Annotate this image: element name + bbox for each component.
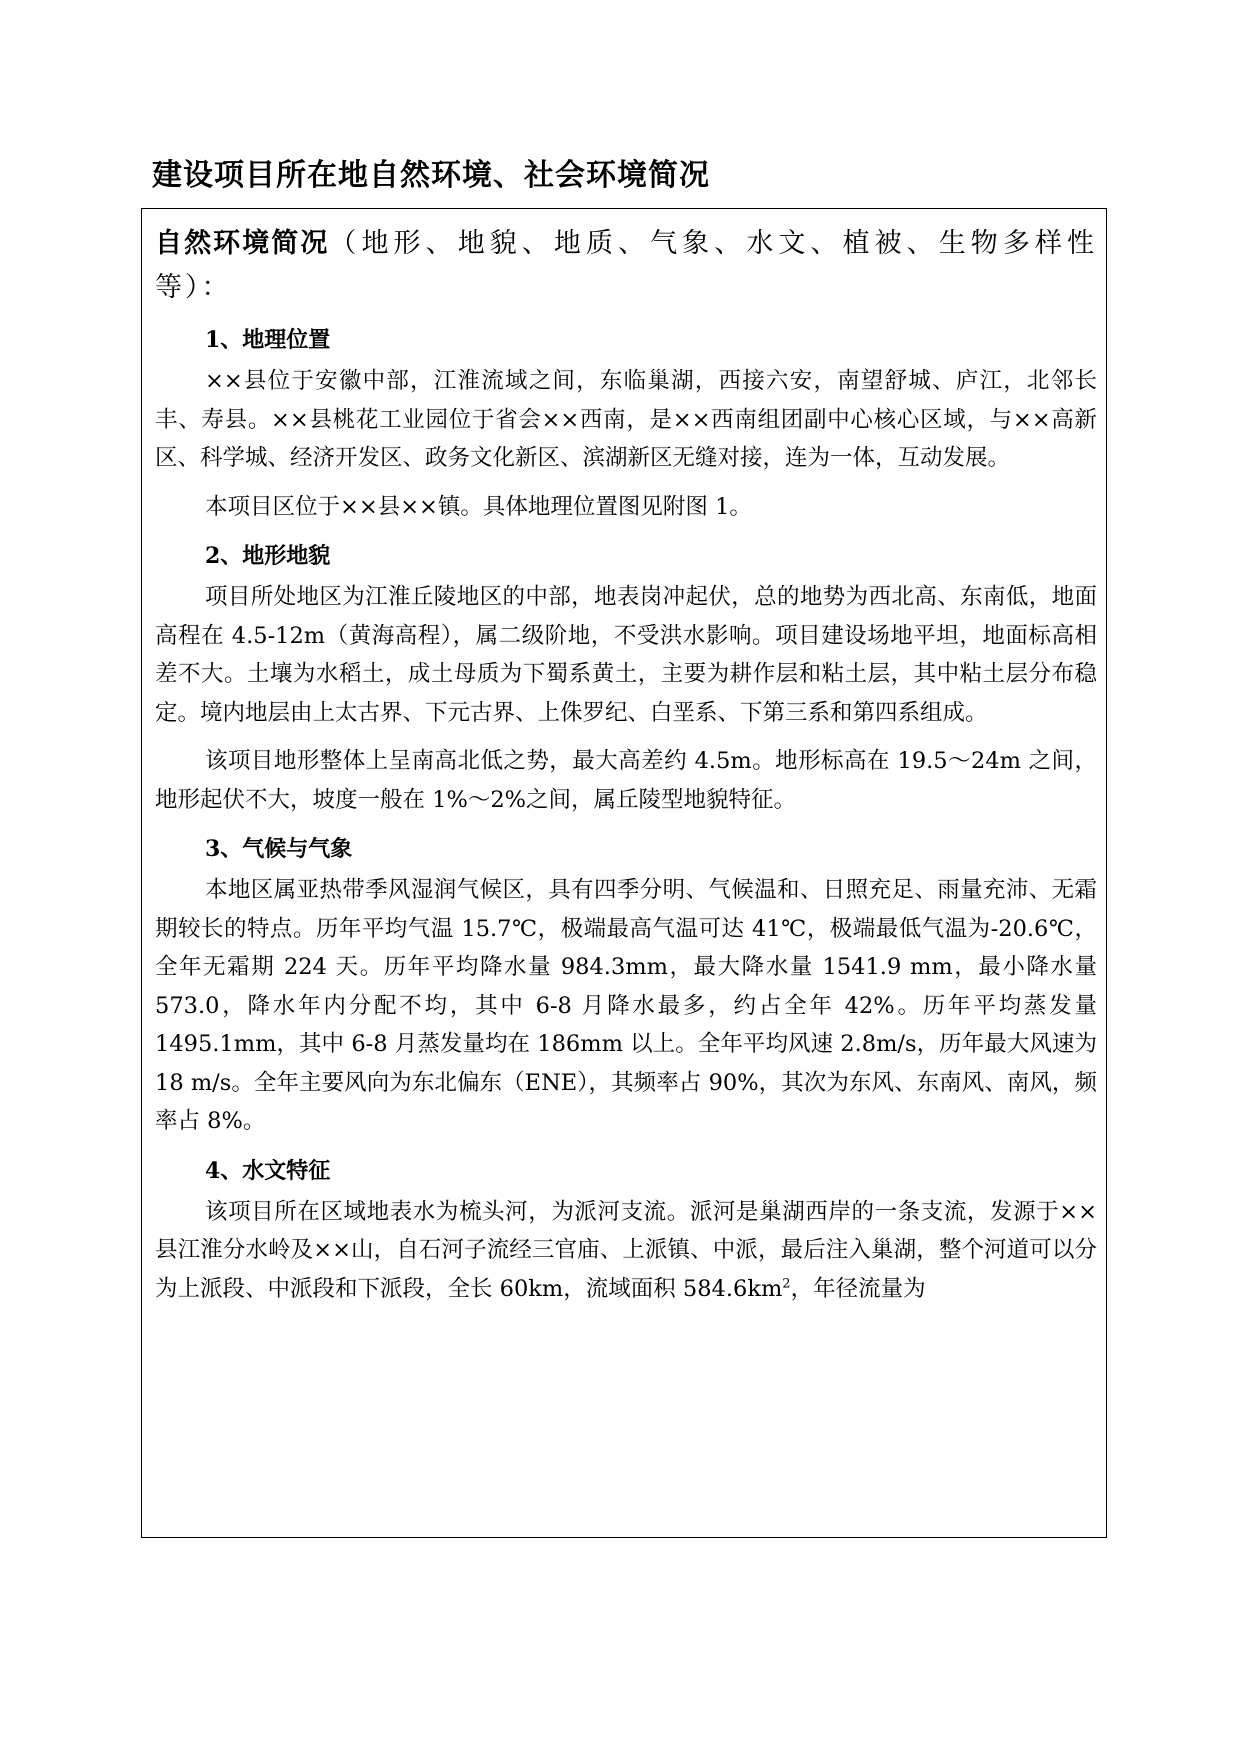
subsection-title-location: 1、地理位置	[205, 327, 331, 353]
paragraph-text: 该项目所在区域地表水为梳头河，为派河支流。派河是巢湖西岸的一条支流，发源于××县江淮分水岭及××山，自石河子流经三官庙、上派镇、中派，最后注入巢湖，整个河道可以分为上派段、中派段和下派段，全长 60km，流域面积 584.6km	[155, 1198, 1097, 1302]
section-heading	[155, 222, 1097, 310]
table-cell	[155, 222, 1097, 1308]
subsection-title-terrain: 2、地形地貌	[205, 543, 331, 569]
subsection-title-hydrology: 4、水文特征	[205, 1157, 331, 1184]
superscript: 2	[782, 1276, 791, 1291]
content-table	[141, 208, 1107, 1538]
paragraph: 该项目地形整体上呈南高北低之势，最大高差约 4.5m。地形标高在 19.5～24m 之间，地形起伏不大，坡度一般在 1%～2%之间，属丘陵型地貌特征。	[155, 748, 1097, 813]
paragraph: 本地区属亚热带季风湿润气候区，具有四季分明、气候温和、日照充足、雨量充沛、无霜期较长的特点。历年平均气温 15.7℃，极端最高气温可达 41℃，极端最低气温为-20.6℃，全年无霜期 224 天。历年平均降水量 984.3mm，最大降水量 1541.9 mm，最小降水量 573.0，降水年内分配不均，其中 6-8 月降水最多，约占全年 42%。历年平均蒸发量 1495.1mm，其中 6-8 月蒸发量均在 186mm 以上。全年平均风速 2.8m/s，历年最大风速为 18 m/s。全年主要风向为东北偏东（ENE），其频率占 90%，其次为东风、东南风、南风，频率占 8%。	[155, 877, 1097, 1134]
heading-main: 自然环境简况	[155, 228, 330, 259]
paragraph: ××县位于安徽中部，江淮流域之间，东临巢湖，西接六安，南望舒城、庐江，北邻长丰、寿县。××县桃花工业园位于省会××西南，是××西南组团副中心核心区域，与××高新区、科学城、经济开发区、政务文化新区、滨湖新区无缝对接，连为一体，互动发展。	[155, 368, 1097, 471]
heading-parenthetical: （地形、地貌、地质、气象、水文、植被、生物多样性等）：	[155, 228, 1098, 303]
page-title: 建设项目所在地自然环境、社会环境简况	[152, 158, 710, 193]
paragraph: 本项目区位于××县××镇。具体地理位置图见附图 1。	[205, 493, 752, 520]
paragraph-text-end: ，年径流量为	[790, 1275, 926, 1302]
paragraph	[155, 1193, 1097, 1309]
subsection-title-climate: 3、气候与气象	[205, 836, 353, 862]
paragraph: 项目所处地区为江淮丘陵地区的中部，地表岗冲起伏，总的地势为西北高、东南低，地面高程在 4.5-12m（黄海高程），属二级阶地，不受洪水影响。项目建设场地平坦，地面标高相差不大。土壤为水稻土，成土母质为下蜀系黄土，主要为耕作层和粘土层，其中粘土层分布稳定。境内地层由上太古界、下元古界、上侏罗纪、白垩系、下第三系和第四系组成。	[155, 584, 1097, 726]
